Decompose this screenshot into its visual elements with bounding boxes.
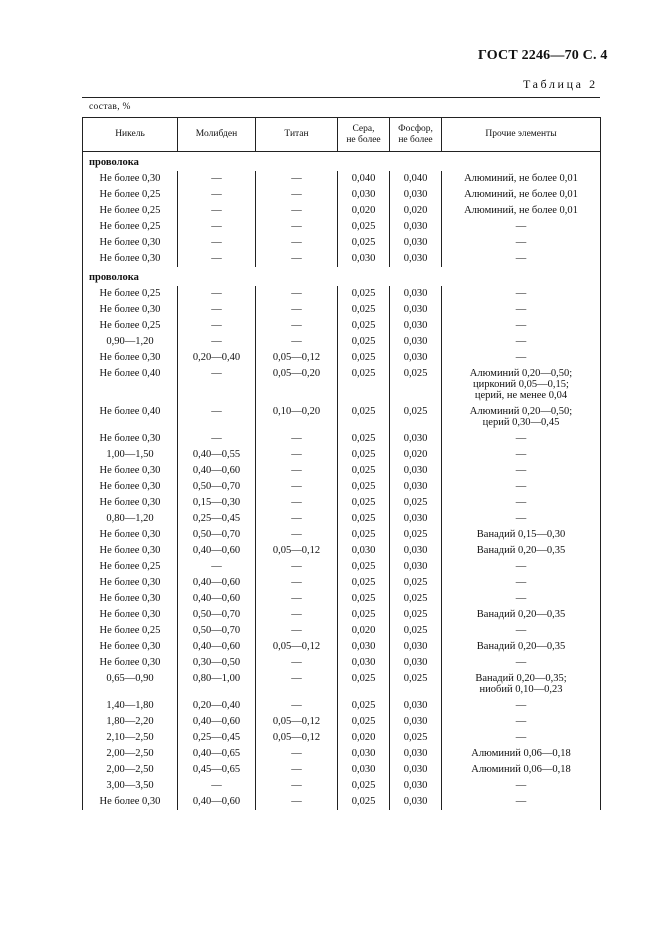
cell-titanium: 0,05—0,12 [256,543,338,559]
cell-other-elements: — [442,431,601,447]
cell-nickel: Не более 0,30 [83,302,178,318]
cell-molybdenum: — [178,404,256,431]
cell-nickel: Не более 0,25 [83,219,178,235]
cell-sulfur: 0,025 [338,235,390,251]
cell-molybdenum: — [178,431,256,447]
cell-other-elements: — [442,447,601,463]
section-title: проволока [83,152,601,172]
cell-other-elements: — [442,511,601,527]
table-body [83,152,601,811]
cell-sulfur: 0,025 [338,527,390,543]
cell-nickel: Не более 0,30 [83,350,178,366]
cell-phosphorus: 0,030 [390,794,442,810]
cell-molybdenum: — [178,366,256,404]
composition-label: состав, % [89,102,131,112]
cell-other-elements: — [442,794,601,810]
cell-sulfur: 0,025 [338,591,390,607]
cell-molybdenum: — [178,286,256,302]
cell-sulfur: 0,030 [338,655,390,671]
cell-molybdenum: 0,40—0,55 [178,447,256,463]
cell-molybdenum: 0,20—0,40 [178,350,256,366]
cell-titanium: — [256,511,338,527]
cell-nickel: Не более 0,30 [83,575,178,591]
table-row [83,591,601,607]
cell-other-elements: Ванадий 0,20—0,35 [442,607,601,623]
cell-phosphorus: 0,030 [390,318,442,334]
cell-nickel: Не более 0,30 [83,171,178,187]
cell-nickel: Не более 0,25 [83,187,178,203]
cell-titanium: — [256,187,338,203]
cell-phosphorus: 0,025 [390,623,442,639]
cell-nickel: 0,65—0,90 [83,671,178,698]
cell-molybdenum: 0,15—0,30 [178,495,256,511]
document-header: ГОСТ 2246—70 С. 4 [478,48,608,63]
table-label: Таблица 2 [523,77,598,91]
column-header-sulfur: Сера, не более [338,118,390,152]
cell-nickel: Не более 0,25 [83,623,178,639]
cell-titanium: — [256,607,338,623]
cell-nickel: Не более 0,30 [83,235,178,251]
cell-other-elements: — [442,219,601,235]
cell-titanium: 0,05—0,12 [256,350,338,366]
cell-other-elements: — [442,479,601,495]
cell-phosphorus: 0,030 [390,334,442,350]
cell-nickel: Не более 0,30 [83,655,178,671]
table-row [83,366,601,404]
cell-phosphorus: 0,025 [390,527,442,543]
cell-other-elements: Алюминий 0,20—0,50; церий 0,30—0,45 [442,404,601,431]
table-row [83,318,601,334]
cell-other-elements: — [442,559,601,575]
cell-other-elements: — [442,350,601,366]
cell-other-elements: — [442,698,601,714]
table-row [83,171,601,187]
cell-sulfur: 0,025 [338,607,390,623]
cell-other-elements: — [442,495,601,511]
cell-sulfur: 0,025 [338,431,390,447]
cell-nickel: Не более 0,30 [83,251,178,267]
cell-sulfur: 0,040 [338,171,390,187]
cell-nickel: Не более 0,30 [83,607,178,623]
cell-other-elements: Ванадий 0,20—0,35 [442,543,601,559]
cell-other-elements: — [442,235,601,251]
cell-sulfur: 0,020 [338,730,390,746]
cell-phosphorus: 0,025 [390,575,442,591]
cell-molybdenum: — [178,302,256,318]
cell-titanium: 0,05—0,12 [256,639,338,655]
cell-sulfur: 0,030 [338,746,390,762]
cell-nickel: Не более 0,30 [83,495,178,511]
cell-sulfur: 0,030 [338,251,390,267]
cell-nickel: Не более 0,30 [83,794,178,810]
table-row [83,495,601,511]
cell-other-elements: Ванадий 0,20—0,35; ниобий 0,10—0,23 [442,671,601,698]
cell-sulfur: 0,025 [338,479,390,495]
cell-nickel: Не более 0,25 [83,203,178,219]
cell-phosphorus: 0,030 [390,762,442,778]
cell-phosphorus: 0,025 [390,591,442,607]
cell-sulfur: 0,025 [338,404,390,431]
cell-nickel: Не более 0,30 [83,543,178,559]
cell-phosphorus: 0,025 [390,607,442,623]
cell-titanium: — [256,219,338,235]
cell-titanium: — [256,794,338,810]
cell-phosphorus: 0,030 [390,431,442,447]
cell-titanium: — [256,203,338,219]
table-row [83,730,601,746]
table-header-row [83,118,601,152]
table-row [83,511,601,527]
section-title-row [83,152,601,172]
cell-molybdenum: 0,50—0,70 [178,607,256,623]
cell-sulfur: 0,030 [338,187,390,203]
cell-other-elements: — [442,714,601,730]
cell-nickel: Не более 0,30 [83,527,178,543]
cell-molybdenum: — [178,171,256,187]
cell-other-elements: Алюминий, не более 0,01 [442,203,601,219]
cell-molybdenum: 0,80—1,00 [178,671,256,698]
cell-phosphorus: 0,030 [390,746,442,762]
cell-phosphorus: 0,030 [390,479,442,495]
cell-molybdenum: 0,40—0,60 [178,463,256,479]
cell-phosphorus: 0,020 [390,203,442,219]
cell-sulfur: 0,025 [338,286,390,302]
cell-phosphorus: 0,030 [390,511,442,527]
table-row [83,527,601,543]
cell-sulfur: 0,025 [338,511,390,527]
cell-nickel: 0,90—1,20 [83,334,178,350]
cell-other-elements: — [442,575,601,591]
table-row [83,251,601,267]
cell-nickel: 2,00—2,50 [83,762,178,778]
cell-titanium: 0,05—0,12 [256,730,338,746]
cell-nickel: Не более 0,30 [83,591,178,607]
cell-sulfur: 0,025 [338,334,390,350]
cell-titanium: — [256,591,338,607]
cell-sulfur: 0,025 [338,350,390,366]
table-row [83,187,601,203]
cell-molybdenum: — [178,219,256,235]
column-header-molybdenum: Молибден [178,118,256,152]
cell-nickel: Не более 0,40 [83,404,178,431]
cell-sulfur: 0,025 [338,302,390,318]
cell-sulfur: 0,025 [338,495,390,511]
cell-titanium: 0,10—0,20 [256,404,338,431]
cell-sulfur: 0,025 [338,366,390,404]
table-row [83,655,601,671]
table-row [83,746,601,762]
cell-titanium: — [256,655,338,671]
table-row [83,350,601,366]
cell-titanium: — [256,495,338,511]
section-title: проволока [83,267,601,286]
cell-phosphorus: 0,030 [390,639,442,655]
cell-molybdenum: 0,40—0,65 [178,746,256,762]
cell-phosphorus: 0,030 [390,219,442,235]
cell-phosphorus: 0,025 [390,671,442,698]
cell-titanium: — [256,778,338,794]
cell-sulfur: 0,025 [338,671,390,698]
cell-titanium: — [256,671,338,698]
cell-sulfur: 0,025 [338,714,390,730]
cell-phosphorus: 0,030 [390,286,442,302]
cell-molybdenum: — [178,318,256,334]
cell-molybdenum: — [178,251,256,267]
cell-sulfur: 0,025 [338,778,390,794]
cell-molybdenum: — [178,778,256,794]
cell-titanium: 0,05—0,20 [256,366,338,404]
table-row [83,778,601,794]
cell-phosphorus: 0,030 [390,714,442,730]
cell-sulfur: 0,025 [338,559,390,575]
cell-molybdenum: 0,50—0,70 [178,527,256,543]
table-row [83,203,601,219]
chemical-composition-table [82,117,601,810]
table-row [83,559,601,575]
cell-molybdenum: 0,40—0,60 [178,639,256,655]
cell-titanium: — [256,698,338,714]
cell-phosphorus: 0,020 [390,447,442,463]
table-row [83,794,601,810]
cell-titanium: — [256,762,338,778]
cell-nickel: 0,80—1,20 [83,511,178,527]
cell-nickel: 1,40—1,80 [83,698,178,714]
cell-molybdenum: 0,40—0,60 [178,714,256,730]
cell-titanium: — [256,559,338,575]
cell-other-elements: — [442,655,601,671]
cell-molybdenum: 0,45—0,65 [178,762,256,778]
cell-nickel: 3,00—3,50 [83,778,178,794]
cell-other-elements: Алюминий 0,20—0,50; цирконий 0,05—0,15; церий, не менее 0,04 [442,366,601,404]
table-row [83,698,601,714]
cell-other-elements: — [442,302,601,318]
cell-nickel: Не более 0,25 [83,286,178,302]
cell-nickel: Не более 0,30 [83,463,178,479]
cell-sulfur: 0,030 [338,543,390,559]
cell-titanium: — [256,431,338,447]
cell-phosphorus: 0,030 [390,251,442,267]
cell-other-elements: Ванадий 0,20—0,35 [442,639,601,655]
cell-nickel: Не более 0,30 [83,479,178,495]
cell-titanium: — [256,447,338,463]
cell-sulfur: 0,025 [338,463,390,479]
cell-other-elements: — [442,251,601,267]
cell-sulfur: 0,025 [338,575,390,591]
table-row [83,235,601,251]
table-row [83,404,601,431]
cell-molybdenum: 0,20—0,40 [178,698,256,714]
cell-phosphorus: 0,025 [390,730,442,746]
cell-other-elements: — [442,778,601,794]
cell-nickel: 1,80—2,20 [83,714,178,730]
section-title-row [83,267,601,286]
cell-other-elements: — [442,463,601,479]
cell-molybdenum: 0,40—0,60 [178,591,256,607]
cell-phosphorus: 0,030 [390,302,442,318]
cell-nickel: Не более 0,40 [83,366,178,404]
cell-sulfur: 0,025 [338,698,390,714]
cell-titanium: — [256,235,338,251]
cell-phosphorus: 0,030 [390,543,442,559]
cell-molybdenum: 0,25—0,45 [178,730,256,746]
cell-other-elements: — [442,286,601,302]
column-header-phosphorus: Фосфор, не более [390,118,442,152]
cell-phosphorus: 0,030 [390,463,442,479]
cell-sulfur: 0,025 [338,447,390,463]
cell-molybdenum: — [178,235,256,251]
cell-other-elements: Ванадий 0,15—0,30 [442,527,601,543]
cell-titanium: — [256,463,338,479]
cell-other-elements: Алюминий, не более 0,01 [442,187,601,203]
cell-other-elements: — [442,623,601,639]
table-row [83,543,601,559]
table-row [83,463,601,479]
table-row [83,286,601,302]
cell-titanium: — [256,575,338,591]
cell-titanium: — [256,746,338,762]
column-header-titanium: Титан [256,118,338,152]
column-header-other-elements: Прочие элементы [442,118,601,152]
cell-phosphorus: 0,030 [390,559,442,575]
cell-molybdenum: 0,50—0,70 [178,623,256,639]
cell-phosphorus: 0,025 [390,366,442,404]
cell-titanium: — [256,318,338,334]
cell-other-elements: — [442,334,601,350]
cell-sulfur: 0,025 [338,794,390,810]
cell-other-elements: — [442,591,601,607]
cell-nickel: 2,00—2,50 [83,746,178,762]
cell-nickel: 2,10—2,50 [83,730,178,746]
table-row [83,575,601,591]
cell-sulfur: 0,025 [338,219,390,235]
cell-molybdenum: 0,40—0,60 [178,543,256,559]
cell-nickel: 1,00—1,50 [83,447,178,463]
cell-molybdenum: 0,40—0,60 [178,794,256,810]
cell-molybdenum: 0,25—0,45 [178,511,256,527]
table-row [83,671,601,698]
cell-titanium: — [256,334,338,350]
cell-nickel: Не более 0,25 [83,318,178,334]
cell-sulfur: 0,030 [338,639,390,655]
cell-titanium: — [256,251,338,267]
cell-molybdenum: — [178,559,256,575]
cell-phosphorus: 0,025 [390,404,442,431]
table-row [83,431,601,447]
table-row [83,714,601,730]
cell-molybdenum: 0,50—0,70 [178,479,256,495]
cell-phosphorus: 0,025 [390,495,442,511]
cell-other-elements: Алюминий 0,06—0,18 [442,746,601,762]
cell-nickel: Не более 0,30 [83,639,178,655]
cell-sulfur: 0,020 [338,203,390,219]
table-row [83,447,601,463]
top-rule [82,97,600,98]
cell-phosphorus: 0,030 [390,778,442,794]
cell-nickel: Не более 0,25 [83,559,178,575]
cell-titanium: — [256,286,338,302]
table-row [83,639,601,655]
cell-other-elements: — [442,318,601,334]
cell-titanium: 0,05—0,12 [256,714,338,730]
cell-molybdenum: 0,40—0,60 [178,575,256,591]
cell-phosphorus: 0,030 [390,698,442,714]
cell-other-elements: — [442,730,601,746]
table-row [83,762,601,778]
cell-molybdenum: 0,30—0,50 [178,655,256,671]
cell-sulfur: 0,020 [338,623,390,639]
cell-titanium: — [256,171,338,187]
table-row [83,479,601,495]
table-row [83,607,601,623]
cell-phosphorus: 0,030 [390,350,442,366]
cell-titanium: — [256,302,338,318]
cell-other-elements: Алюминий 0,06—0,18 [442,762,601,778]
cell-titanium: — [256,479,338,495]
table-row [83,302,601,318]
cell-molybdenum: — [178,203,256,219]
cell-phosphorus: 0,030 [390,655,442,671]
cell-molybdenum: — [178,187,256,203]
cell-nickel: Не более 0,30 [83,431,178,447]
table-row [83,219,601,235]
column-header-nickel: Никель [83,118,178,152]
table-row [83,334,601,350]
cell-phosphorus: 0,030 [390,187,442,203]
cell-titanium: — [256,527,338,543]
cell-titanium: — [256,623,338,639]
cell-sulfur: 0,030 [338,762,390,778]
cell-phosphorus: 0,030 [390,235,442,251]
cell-other-elements: Алюминий, не более 0,01 [442,171,601,187]
cell-molybdenum: — [178,334,256,350]
cell-phosphorus: 0,040 [390,171,442,187]
cell-sulfur: 0,025 [338,318,390,334]
table-row [83,623,601,639]
